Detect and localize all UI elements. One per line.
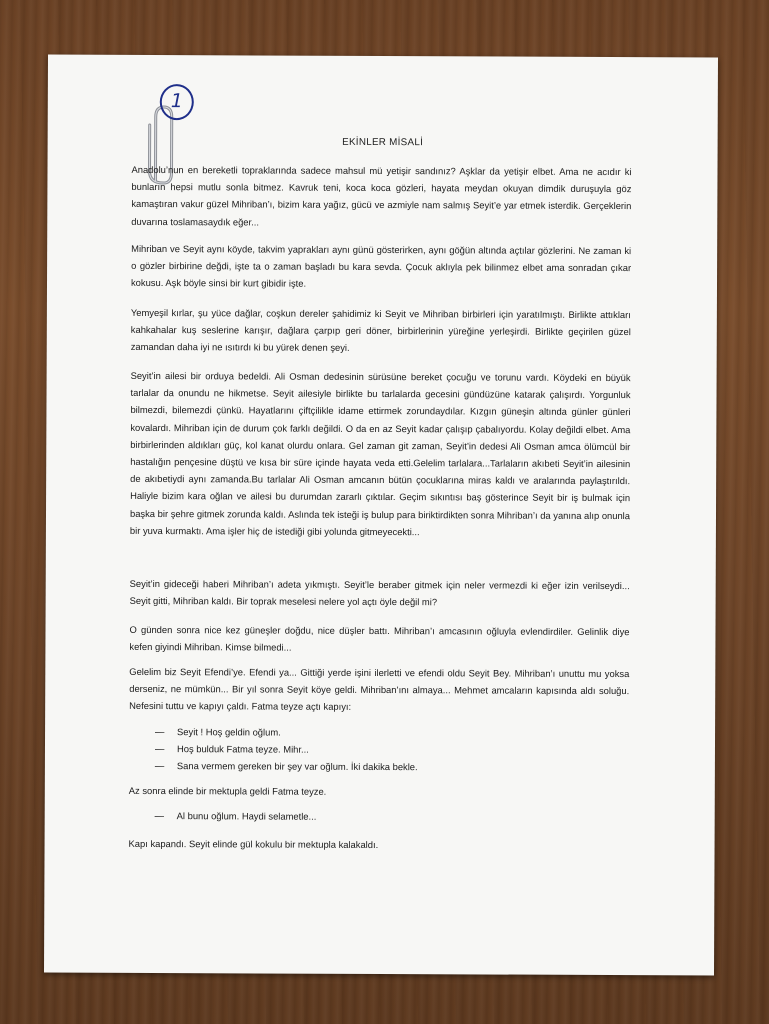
paragraph-after-dialogue: Az sonra elinde bir mektupla geldi Fatma teyze. [128,784,327,797]
paragraph-5: Seyit’in gideceği haberi Mihriban’ı adeta yıkmıştı. Seyit’le beraber gitmek için neler vermezdi ki eğer izin verilseydi... Seyit gitti, Mihriban kaldı. Bir toprak meselesi nelere yol açtı öyle değil mi? [129,577,630,608]
dialogue-list-1 [155,723,418,775]
closing-paragraph: Kapı kapandı. Seyit elinde gül kokulu bir mektupla kalakaldı. [128,837,379,850]
dialogue-list-2 [155,807,317,825]
paragraph-1: Anadolu’nun en bereketli topraklarında sadece mahsul mü yetişir sandınız? Aşklar da yetişir elbet. Ama ne acıdır ki bunların hepsi mutlu sonla bitmez. Kavruk teni, koca koca gözleri, hayata meydan okuyan dimdik duruşuyla göz kamaştıran vakur güzel Mihriban’ı, bizim kara yağız, gücü ve azmiyle nam salmış Seyit’e yar etmek isterdik. Gerçeklerin duvarına toslamasaydık eğer... [131,163,632,228]
dialogue-line: — Sana vermem gereken bir şey var oğlum. İki dakika bekle. [155,757,418,775]
dialogue-line: — Al bunu oğlum. Haydi selametle... [155,807,317,825]
paragraph-6: O günden sonra nice kez güneşler doğdu, nice düşler battı. Mihriban’ı amcasının oğluyla evlendirdiler. Gelinlik diye kefen giyindi Mihriban. Kimse bilmedi... [129,623,630,653]
dialogue-line: — Hoş bulduk Fatma teyze. Mihr... [155,740,418,758]
paragraph-3: Yemyeşil kırlar, şu yüce dağlar, coşkun dereler şahidimiz ki Seyit ve Mihriban birbirleri için yaratılmıştı. Birlikte attıkları kahkahalar kuş seslerine karışır, dağlara çarpıp geri döner, birbirlerinin yüreğine yerleşirdi. Birlikte geçirilen güzel zamandan daha iyi ne ısıtırdı ki bu yürek denen şeyi. [130,306,631,354]
page-number: 1 [160,84,194,120]
paragraph-2: Mihriban ve Seyit aynı köyde, takvim yaprakları aynı günü gösterirken, aynı göğün altında açtılar gözlerini. Ne zaman ki o gözler birbirine değdi, işte ta o zaman başladı bu kara sevda. Çocuk aklıyla pek bilinmez elbet ama sonradan çıkar kokusu. Aşk böyle sinsi bir kurt gibidir işte. [130,242,632,290]
document-title: EKİNLER MİSALİ [342,136,424,149]
dialogue-line: — Seyit ! Hoş geldin oğlum. [155,723,418,741]
document-page [44,55,718,976]
paragraph-4: Seyit’in ailesi bir orduya bedeldi. Ali Osman dedesinin sürüsüne bereket çocuğu ve torunu vardı. Köydeki en büyük tarlalar da onundu ne hikmetse. Seyit ailesiyle birlikte bu tarlalarda gecesini gündüzüne katarak çalışırdı. Yorgunluk bilmezdi, bilemezdi çünkü. Hayatlarını çiftçilikle idame ettirmek zorundaydılar. Kızgın güneşin altında günler günleri kovalardı. Mihriban için de durum çok farklı değildi. O da en az Seyit kadar çalışıp çabalıyordu. Kolay değildi elbet. Ama birbirlerinden aldıkları güç, kol kanat olurdu onlara. Gel zaman git zaman, Seyit’in dedesi Ali Osman amca ölümcül bir hastalığın pençesine düştü ve kısa bir süre içinde hayata veda etti.Gelelim tarlalara...Tarlaların akıbeti Seyit’in ailesinin de akıbetiydi aynı zamanda.Bu tarlalar Ali Osman amcanın bütün çocuklarına miras kaldı ve aralarında paylaştırıldı. Haliyle bizim kara oğlan ve ailesi bu durumdan zararlı çıktılar. Geçim sıkıntısı baş gösterince Seyit bir iş bulmak için başka bir şehre gitmek zorunda kaldı. Aslında tek isteği iş bulup para biriktirdikten sonra Mihriban’ı da yanına alıp onunla bir yuva kurmaktı. Ama işler hiç de istediği gibi yolunda gitmeyecekti... [129,369,631,537]
paragraph-7: Gelelim biz Seyit Efendi’ye. Efendi ya... Gittiği yerde işini ilerletti ve efendi oldu Seyit Bey. Mihriban’ı unuttu mu yoksa derseniz, ne mümkün... Bir yıl sonra Seyit köye geldi. Mihriban’ını almaya... Mehmet amcaların kapısında aldı soluğu. Nefesini tuttu ve kapıyı çaldı. Fatma teyze açtı kapıyı: [129,665,630,713]
